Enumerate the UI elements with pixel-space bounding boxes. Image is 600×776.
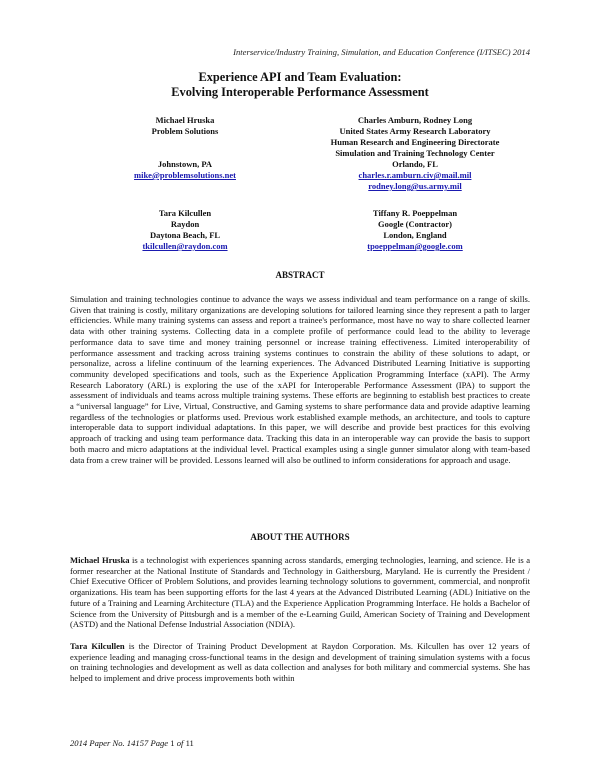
paper-title bbox=[0, 70, 600, 100]
footer-of: of bbox=[176, 738, 184, 748]
author-org: Simulation and Training Technology Center bbox=[335, 148, 495, 158]
author-location: London, England bbox=[383, 230, 447, 240]
bio-text: is a technologist with experiences spanning across standards, emerging technologies, learning, and science. He is a former researcher at the National Institute of Standards and Technology in Gaithersburg, Maryland. He is currently the President / Chief Executive Officer of Problem Solutions, and provides learning technology solutions to government, commercial, and nonprofit organizations. His team has been supporting efforts for the last 4 years at the Advanced Distributed Learning (ADL) Initiative on the future of a Training and Learning Architecture (TLA) and the Experience Application Programming Interface. He holds a Bachelor of Science from the University of Pittsburgh and is a member of the e-Learning Guild, American Society of Training and Development (ASTD) and the National Defense Industrial Association (NDIA). bbox=[70, 555, 531, 630]
author-name: Charles Amburn, Rodney Long bbox=[357, 115, 473, 125]
bio-paragraph bbox=[70, 555, 530, 630]
author-name: Michael Hruska bbox=[155, 115, 215, 125]
title-line-2: Evolving Interoperable Performance Assessment bbox=[171, 85, 429, 99]
author-location: Johnstown, PA bbox=[157, 159, 213, 169]
author-email-link[interactable]: charles.r.amburn.civ@mail.mil bbox=[358, 170, 472, 180]
author-michael-hruska bbox=[70, 115, 300, 181]
footer-total-pages: 11 bbox=[185, 738, 194, 748]
author-org: Problem Solutions bbox=[151, 126, 219, 136]
about-authors-heading: ABOUT THE AUTHORS bbox=[250, 532, 350, 542]
author-name: Tiffany R. Poeppelman bbox=[372, 208, 458, 218]
bio-text: is the Director of Training Product Development at Raydon Corporation. Ms. Kilcullen has over 12 years of experience leading and managing cross-functional teams in the design and development of training simulation systems with a focus on training technologies and development as well as data collection and analyses for both military and commercial systems. She has helped to implement and drive process improvements both within bbox=[70, 640, 530, 684]
bio-paragraph bbox=[70, 641, 530, 684]
abstract-heading: ABSTRACT bbox=[275, 270, 325, 280]
running-header: Interservice/Industry Training, Simulation, and Education Conference (I/ITSEC) 2014 bbox=[233, 47, 530, 57]
author-email-link[interactable]: tpoeppelman@google.com bbox=[367, 241, 463, 251]
bio-author-name: Michael Hruska bbox=[70, 555, 130, 565]
author-location: Daytona Beach, FL bbox=[149, 230, 221, 240]
author-tiffany-poeppelman bbox=[300, 208, 530, 252]
author-amburn-long bbox=[300, 115, 530, 192]
author-name: Tara Kilcullen bbox=[158, 208, 212, 218]
author-org: Human Research and Engineering Directorate bbox=[330, 137, 500, 147]
title-line-1: Experience API and Team Evaluation: bbox=[198, 70, 402, 84]
footer-paper-label: 2014 Paper No. 14157 Page bbox=[70, 738, 169, 748]
author-email-link[interactable]: mike@problemsolutions.net bbox=[134, 170, 236, 180]
author-tara-kilcullen bbox=[70, 208, 300, 252]
author-location: Orlando, FL bbox=[392, 159, 438, 169]
author-org: Raydon bbox=[170, 219, 200, 229]
bio-author-name: Tara Kilcullen bbox=[70, 640, 125, 651]
author-org: United States Army Research Laboratory bbox=[339, 126, 491, 136]
author-org: Google (Contractor) bbox=[378, 219, 452, 229]
about-authors-body bbox=[70, 555, 530, 684]
author-email-link[interactable]: rodney.long@us.army.mil bbox=[368, 181, 462, 191]
footer-page-number: 1 bbox=[170, 738, 175, 748]
abstract-paragraph: Simulation and training technologies continue to advance the ways we assess individual and team performance on a range of skills. Given that training is costly, military organizations are developing solutions for tailored learning since they represent a path to larger efficiencies. While many training systems can assess and report a trainee's performance, most have no way to share collected learner data with other training systems. Collecting data in a complete profile of performance could lead to the ability to leverage performance data to save time and money training personnel or increase training effectiveness. Limited interoperability of performance assessment and tracking across training systems continues to constrain the ability of these solutions to adapt, or personalize, across a lifeline continuum of the learning experiences. The Advanced Distributed Learning Initiative is supporting community developed specifications and tools, such as the Experience Application Programming Interface (xAPI). The Army Research Laboratory (ARL) is exploring the use of the xAPI for Interoperable Performance Assessment (IPA) to support the assessment of individuals and teams across multiple training systems. These efforts are beginning to establish best practices to create a “universal language” for Live, Virtual, Constructive, and Gaming systems to share performance data and provide adaptive learning regardless of the technologies or platforms used. Previous work established example methods, an architecture, and tools to capture interoperable data to support individual adaptations. In this paper, we will describe and provide best practices for this evolving approach of tracking and using team performance data. Tracking this data in an interoperable way can provide the basis to support both macro and micro adaptations at the individual level. Practical examples using a single gunner simulator along with team-based data from a crew trainer will be provided. Lessons learned will also be outlined to inform considerations for approach and usage. bbox=[70, 294, 530, 465]
abstract-body bbox=[70, 294, 530, 465]
page-footer bbox=[70, 738, 194, 748]
author-email-link[interactable]: tkilcullen@raydon.com bbox=[142, 241, 228, 251]
